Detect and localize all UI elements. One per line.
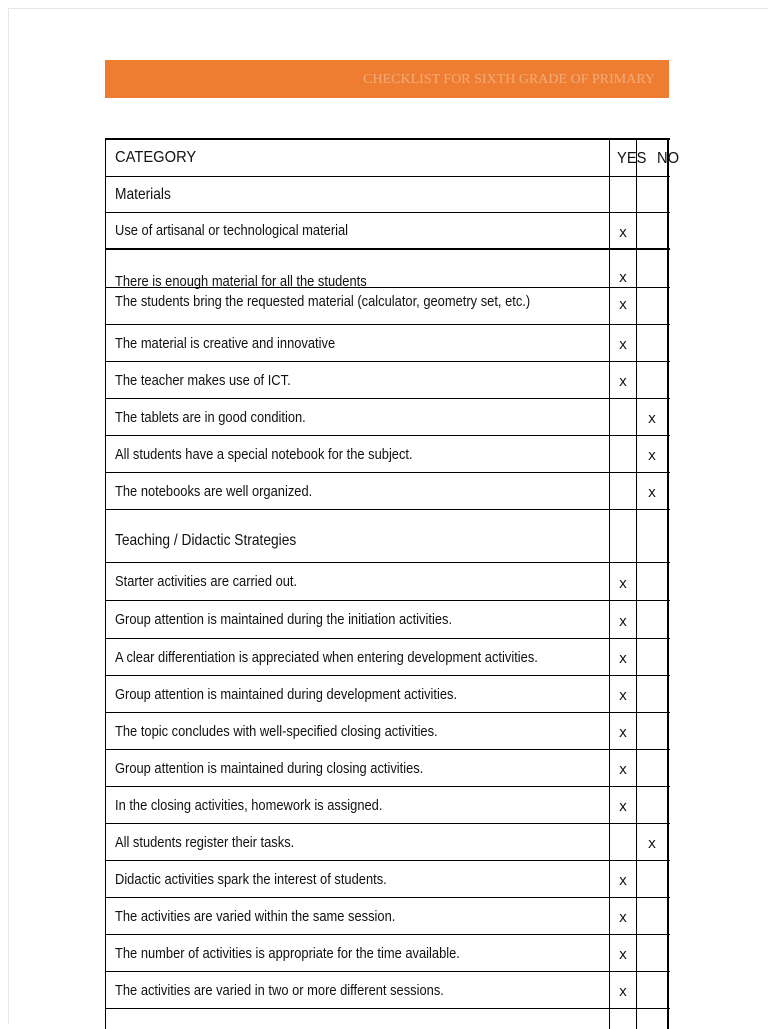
no-cell: [637, 787, 669, 823]
yes-cell: [610, 177, 637, 212]
item-text: In the closing activities, homework is assigned.: [106, 787, 610, 823]
no-header: NO: [657, 150, 680, 167]
no-mark: x: [647, 448, 657, 464]
section-row: [106, 510, 670, 563]
yes-cell: [610, 601, 637, 638]
item-text: Starter activities are carried out.: [106, 563, 610, 600]
yes-header: YES: [617, 150, 647, 167]
item-text: Group attention is maintained during closing activities.: [106, 750, 610, 786]
yes-cell: [610, 473, 637, 509]
yes-cell: [610, 510, 637, 562]
yes-cell: [610, 972, 637, 1008]
yes-cell: [610, 362, 637, 398]
item-text: The topic concludes with well-specified closing activities.: [106, 713, 610, 749]
yes-cell: [610, 861, 637, 897]
section-title: Teaching / Didactic Strategies: [106, 510, 610, 562]
table-row: [106, 473, 670, 510]
no-cell: [637, 898, 669, 934]
table-row: [106, 861, 670, 898]
table-row: [106, 563, 670, 601]
item-text: The notebooks are well organized.: [106, 473, 610, 509]
no-cell: [637, 824, 669, 860]
category-header: CATEGORY: [106, 140, 610, 176]
yes-mark: x: [618, 651, 628, 667]
no-cell: [637, 325, 669, 361]
yes-mark: x: [618, 296, 628, 313]
yes-cell: [610, 935, 637, 971]
table-row: [106, 898, 670, 935]
no-cell: [637, 750, 669, 786]
table-row: [106, 287, 670, 325]
yes-header-cell: [610, 140, 647, 176]
yes-cell: [610, 676, 637, 712]
yes-mark: x: [618, 575, 628, 592]
no-mark: x: [647, 836, 657, 852]
item-text-empty: [106, 1009, 610, 1029]
header-row: [106, 140, 680, 177]
yes-mark: x: [618, 910, 628, 926]
yes-mark: x: [618, 799, 628, 815]
no-cell: [637, 399, 669, 435]
yes-cell: [610, 399, 637, 435]
table-row: [106, 399, 670, 436]
yes-cell: [610, 213, 637, 248]
yes-mark: x: [618, 762, 628, 778]
yes-mark: x: [618, 270, 628, 286]
item-text: Didactic activities spark the interest of students.: [106, 861, 610, 897]
table-row: [106, 972, 670, 1009]
no-cell: [637, 563, 669, 600]
yes-cell: [610, 436, 637, 472]
yes-mark: x: [618, 337, 628, 353]
no-header-cell: [637, 140, 680, 176]
item-text: The students bring the requested material (calculator, geometry set, etc.): [106, 287, 610, 324]
section-row: [106, 177, 670, 213]
no-cell: [637, 713, 669, 749]
yes-cell: [610, 1009, 637, 1029]
yes-cell: [610, 898, 637, 934]
table-row-partial: [106, 1009, 670, 1029]
yes-mark: x: [618, 873, 628, 889]
yes-cell: [610, 787, 637, 823]
yes-mark: x: [618, 374, 628, 390]
table-row: [106, 676, 670, 713]
yes-mark: x: [618, 725, 628, 741]
item-text: A clear differentiation is appreciated when entering development activities.: [106, 639, 610, 675]
item-text: The material is creative and innovative: [106, 325, 610, 361]
yes-mark: x: [618, 688, 628, 704]
no-cell: [637, 287, 669, 324]
no-mark: x: [647, 485, 657, 501]
section-title: Materials: [106, 177, 610, 212]
no-cell: [637, 250, 669, 287]
yes-cell: [610, 713, 637, 749]
table-row: [106, 362, 670, 399]
no-cell: [637, 362, 669, 398]
yes-cell: [610, 750, 637, 786]
item-text: The activities are varied within the same session.: [106, 898, 610, 934]
yes-mark: x: [618, 984, 628, 1000]
yes-cell: [610, 325, 637, 361]
item-text: Group attention is maintained during development activities.: [106, 676, 610, 712]
table-row: [106, 713, 670, 750]
table-row: [106, 601, 670, 639]
no-cell: [637, 1009, 669, 1029]
no-cell: [637, 510, 669, 562]
table-row: [106, 824, 670, 861]
item-text: Group attention is maintained during the initiation activities.: [106, 601, 610, 638]
table-row: [106, 750, 670, 787]
no-cell: [637, 601, 669, 638]
no-cell: [637, 861, 669, 897]
no-cell: [637, 935, 669, 971]
item-text: The activities are varied in two or more different sessions.: [106, 972, 610, 1008]
no-cell: [637, 177, 669, 212]
yes-mark: x: [618, 224, 628, 241]
no-cell: [637, 972, 669, 1008]
item-text: Use of artisanal or technological material: [106, 213, 610, 248]
no-cell: [637, 436, 669, 472]
banner-title: CHECKLIST FOR SIXTH GRADE OF PRIMARY: [363, 72, 655, 87]
item-text: The tablets are in good condition.: [106, 399, 610, 435]
table-row: [106, 935, 670, 972]
yes-cell: [610, 287, 637, 324]
yes-cell: [610, 639, 637, 675]
no-cell: [637, 639, 669, 675]
item-text: There is enough material for all the students: [106, 250, 610, 287]
no-cell: [637, 676, 669, 712]
no-mark: x: [647, 411, 657, 427]
yes-cell: [610, 824, 637, 860]
yes-mark: x: [618, 947, 628, 963]
table-row: [106, 250, 670, 288]
item-text: All students have a special notebook for the subject.: [106, 436, 610, 472]
item-text: The number of activities is appropriate for the time available.: [106, 935, 610, 971]
title-banner: [105, 60, 669, 98]
item-text: All students register their tasks.: [106, 824, 610, 860]
item-text: The teacher makes use of ICT.: [106, 362, 610, 398]
yes-mark: x: [618, 613, 628, 630]
table-row: [106, 436, 670, 473]
table-row: [106, 213, 670, 250]
yes-cell: [610, 250, 637, 287]
table-row: [106, 787, 670, 824]
no-cell: [637, 473, 669, 509]
checklist-table: [105, 138, 680, 1029]
no-cell: [637, 213, 669, 248]
table-row: [106, 639, 670, 676]
yes-cell: [610, 563, 637, 600]
table-row: [106, 325, 670, 362]
